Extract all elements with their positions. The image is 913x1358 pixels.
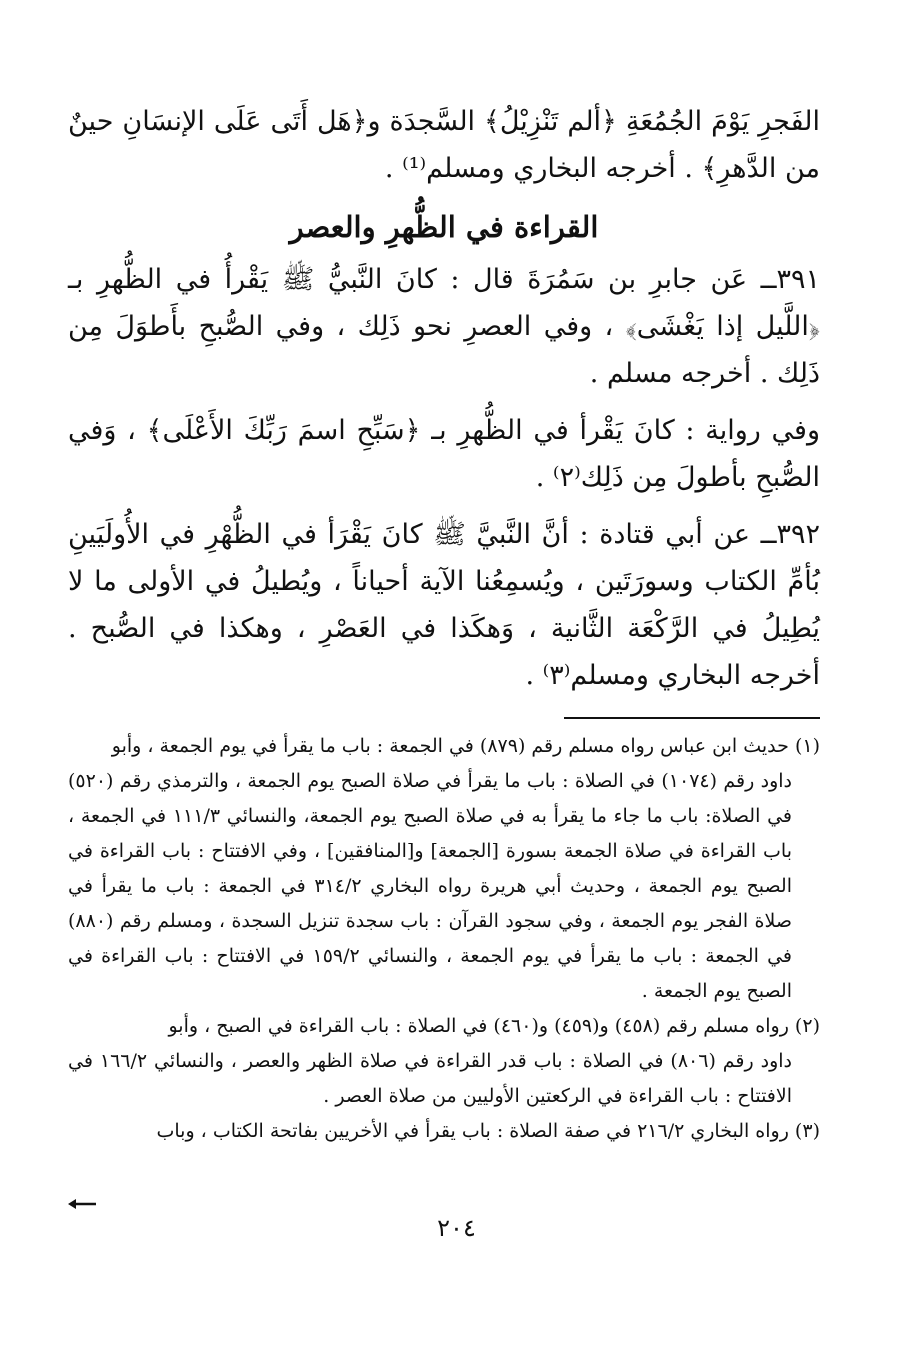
hadith-392: ٣٩٢ــ عن أبي قتادة : أنَّ النَّبيَّ ﷺ كانَ يَقْرَأ في الظُّهْرِ في الأُولَيَينِ بُأمِّ الكتاب وسورَتَين ، ويُسمِعُنا الآية أحياناً ، ويُطيلُ في الأولى ما لا يُطِيلُ في الرَّكْعَة الثَّانية ، وَهكَذا في العَصْرِ ، وهكذا في الصُّبح . أخرجه البخاري ومسلم⁽٣⁾ .: [68, 519, 820, 691]
left-arrow-icon: [68, 1198, 96, 1210]
footnote-2-lead: (٢) رواه مسلم رقم (٤٥٨) و(٤٥٩) و(٤٦٠) في الصلاة : باب القراءة في الصبح ، وأبو: [168, 1015, 820, 1037]
footnote-1-lead: (١) حديث ابن عباس رواه مسلم رقم (٨٧٩) في الجمعة : باب ما يقرأ في يوم الجمعة ، وأبو: [111, 735, 820, 757]
intro-paragraph: الفَجرِ يَوْمَ الجُمُعَةِ ﴿ألم تَنْزِيْلُ﴾ السَّجدَة و﴿هَل أَتَى عَلَى الإنسَانِ حينٌ من الدَّهرِ﴾ . أخرجه البخاري ومسلم⁽¹⁾ .: [68, 106, 820, 184]
footnote-divider: [564, 717, 820, 719]
footnote-3-lead: (٣) رواه البخاري ٢١٦/٢ في صفة الصلاة : باب يقرأ في الأخريين بفاتحة الكتاب ، وباب: [156, 1120, 820, 1142]
footnote-1-body: داود رقم (١٠٧٤) في الصلاة : باب ما يقرأ في صلاة الصبح يوم الجمعة ، والترمذي رقم (٥٢٠) في الصلاة: باب ما جاء ما يقرأ به في صلاة الصبح يوم الجمعة، والنسائي ١١١/٣ في الجمعة ، باب القراءة في صلاة الجمعة بسورة [الجمعة] و[المنافقين] ، وفي الافتتاح : باب القراءة في الصبح يوم الجمعة ، وحديث أبي هريرة رواه البخاري ٣١٤/٢ في الجمعة : باب ما يقرأ في صلاة الفجر يوم الجمعة ، وفي سجود القرآن : باب سجدة تنزيل السجدة ، ومسلم رقم (٨٨٠) في الجمعة : باب ما يقرأ في يوم الجمعة ، والنسائي ١٥٩/٢ في الافتتاح : باب القراءة في الصبح يوم الجمعة .: [68, 770, 793, 1002]
page-body: [68, 98, 820, 1149]
hadith-391: ٣٩١ــ عَن جابرِ بن سَمُرَةَ قال : كانَ النَّبيُّ ﷺ يَقْرأُ في الظُّهرِ بـ ﴿اللَّيل إذا يَغْشَى﴾ ، وفي العصرِ نحو ذَلِك ، وفي الصُّبحِ بأَطوَلَ مِن ذَلِك . أخرجه مسلم .: [68, 264, 820, 389]
section-heading: القراءة في الظُّهرِ والعصر: [289, 210, 599, 244]
page-number: ٢٠٤: [437, 1214, 476, 1242]
footnotes: [68, 729, 820, 1149]
riwaya-paragraph: وفي رواية : كانَ يَقْرأ في الظُّهرِ بـ ﴿سَبِّحِ اسمَ رَبِّكَ الأَعْلَى﴾ ، وَفي الصُّبحِ بأطولَ مِن ذَلِك⁽٢⁾ .: [68, 415, 820, 493]
footnote-2-body: داود رقم (٨٠٦) في الصلاة : باب قدر القراءة في صلاة الظهر والعصر ، والنسائي ١٦٦/٢ في الافتتاح : باب القراءة في الركعتين الأوليين من صلاة العصر .: [68, 1050, 792, 1107]
